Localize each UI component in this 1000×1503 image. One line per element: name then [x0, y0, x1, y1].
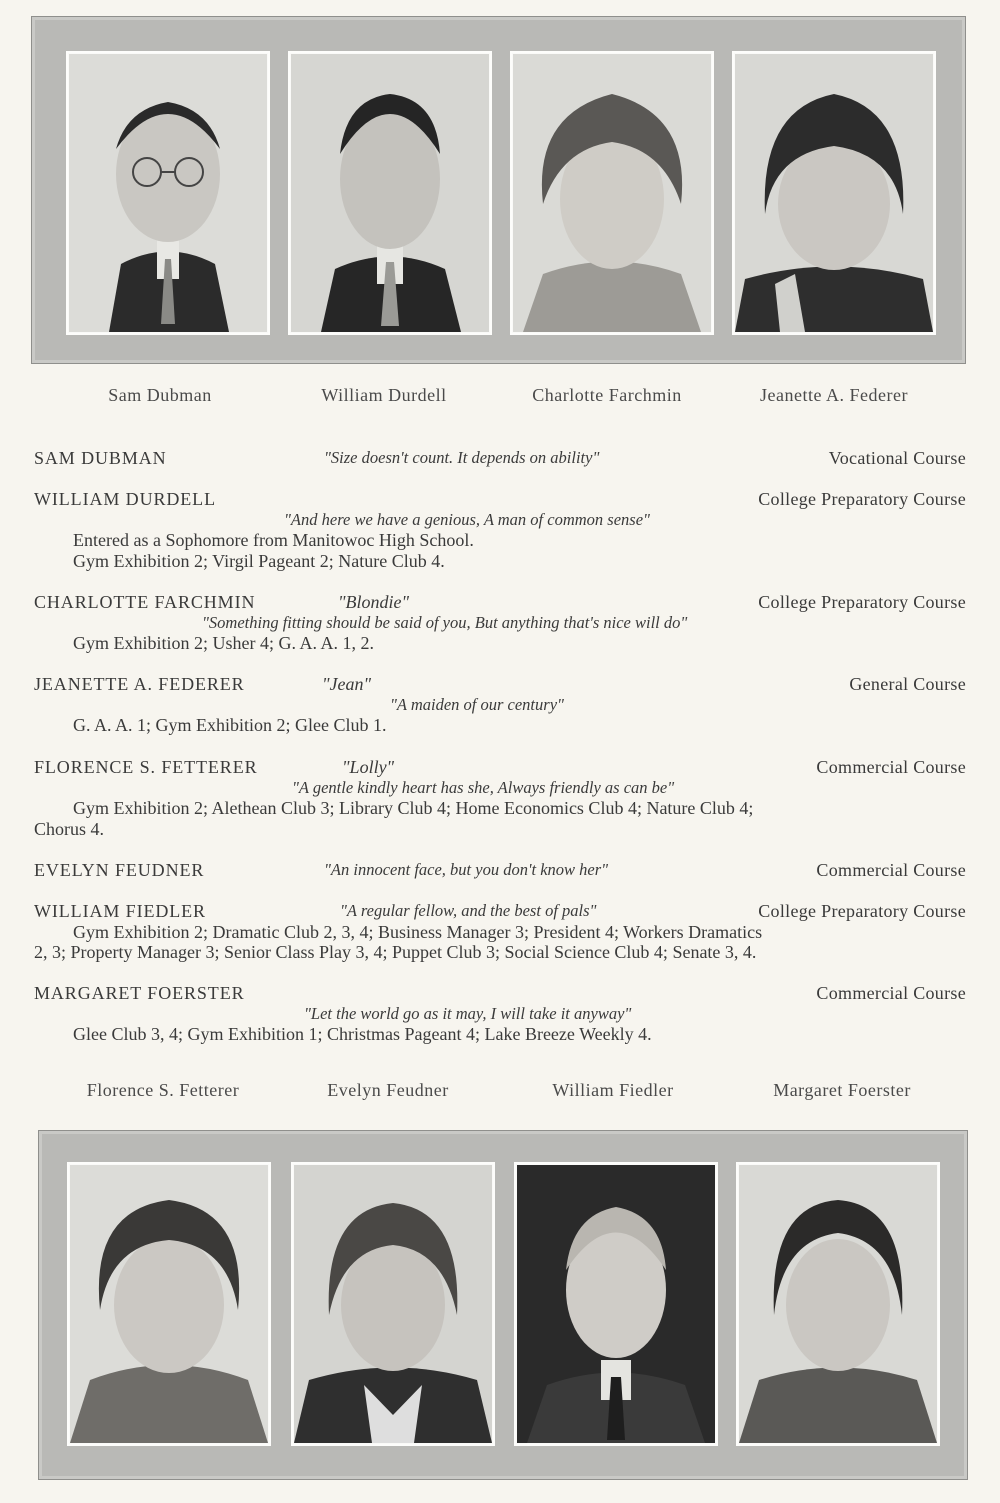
- student-name: MARGARET FOERSTER: [34, 983, 245, 1003]
- student-activities: Gym Exhibition 2; Virgil Pageant 2; Nature Club 4.: [73, 550, 445, 571]
- student-course: College Preparatory Course: [758, 592, 966, 612]
- student-name: WILLIAM FIEDLER: [34, 901, 206, 921]
- student-nickname: "Jean": [322, 674, 372, 694]
- caption-evelyn-feudner: Evelyn Feudner: [327, 1080, 449, 1100]
- caption-charlotte-farchmin: Charlotte Farchmin: [532, 385, 682, 405]
- entry-margaret-foerster: [34, 983, 966, 1045]
- portrait-margaret-foerster: [738, 1164, 938, 1444]
- student-name: CHARLOTTE FARCHMIN: [34, 592, 256, 612]
- student-activities: Glee Club 3, 4; Gym Exhibition 1; Christmas Pageant 4; Lake Breeze Weekly 4.: [73, 1024, 652, 1045]
- student-quote: "And here we have a genious, A man of common sense": [284, 509, 650, 529]
- entry-evelyn-feudner: [34, 860, 966, 881]
- student-course: Commercial Course: [816, 860, 966, 880]
- student-name: SAM DUBMAN: [34, 448, 167, 468]
- student-quote: "A maiden of our century": [390, 694, 564, 714]
- entry-sam-dubman: [34, 448, 966, 469]
- caption-william-fiedler: William Fiedler: [552, 1080, 674, 1100]
- student-quote: "A regular fellow, and the best of pals": [340, 901, 597, 920]
- caption-sam-dubman: Sam Dubman: [108, 385, 212, 405]
- student-activities: G. A. A. 1; Gym Exhibition 2; Glee Club 1.: [73, 715, 387, 736]
- bottom-photo-panel: [38, 1130, 968, 1480]
- entry-william-fiedler: [34, 901, 966, 963]
- entry-jeanette-federer: [34, 674, 966, 736]
- caption-william-durdell: William Durdell: [321, 385, 447, 405]
- student-nickname: "Lolly": [342, 757, 395, 777]
- student-activities: Gym Exhibition 2; Alethean Club 3; Library Club 4; Home Economics Club 4; Nature Club 4;: [73, 798, 754, 819]
- portrait-william-durdell: [290, 53, 490, 333]
- student-course: Commercial Course: [816, 983, 966, 1003]
- entry-william-durdell: [34, 489, 966, 571]
- student-name: WILLIAM DURDELL: [34, 489, 216, 509]
- student-course: College Preparatory Course: [758, 901, 966, 921]
- caption-florence-fetterer: Florence S. Fetterer: [86, 1080, 240, 1100]
- student-course: Commercial Course: [816, 757, 966, 777]
- top-photo-panel: [31, 16, 966, 364]
- student-note: Entered as a Sophomore from Manitowoc High School.: [73, 530, 474, 551]
- student-quote: "An innocent face, but you don't know her": [324, 860, 609, 879]
- portrait-sam-dubman: [68, 53, 268, 333]
- portrait-jeanette-federer: [734, 53, 934, 333]
- student-activities-cont: Chorus 4.: [34, 818, 105, 839]
- student-activities: Gym Exhibition 2; Usher 4; G. A. A. 1, 2.: [73, 633, 374, 654]
- student-quote: "Size doesn't count. It depends on ability": [324, 448, 600, 467]
- portrait-charlotte-farchmin: [512, 53, 712, 333]
- student-nickname: "Blondie": [338, 592, 410, 612]
- student-name: EVELYN FEUDNER: [34, 860, 205, 880]
- student-course: General Course: [849, 674, 966, 694]
- student-quote: "Let the world go as it may, I will take it anyway": [304, 1003, 632, 1023]
- caption-margaret-foerster: Margaret Foerster: [773, 1080, 911, 1100]
- student-course: College Preparatory Course: [758, 489, 966, 509]
- student-quote: "Something fitting should be said of you, But anything that's nice will do": [202, 612, 688, 632]
- student-activities: Gym Exhibition 2; Dramatic Club 2, 3, 4; Business Manager 3; President 4; Workers Dramatics: [73, 921, 763, 942]
- student-course: Vocational Course: [828, 448, 966, 468]
- student-activities-cont: 2, 3; Property Manager 3; Senior Class Play 3, 4; Puppet Club 3; Social Science Club 4; Senate 3, 4.: [34, 942, 757, 963]
- caption-jeanette-federer: Jeanette A. Federer: [760, 385, 908, 405]
- entry-florence-fetterer: [34, 757, 966, 839]
- portrait-william-fiedler: [516, 1164, 716, 1444]
- portrait-florence-fetterer: [69, 1164, 269, 1444]
- entry-charlotte-farchmin: [34, 592, 966, 654]
- portrait-evelyn-feudner: [293, 1164, 493, 1444]
- student-name: FLORENCE S. FETTERER: [34, 757, 258, 777]
- student-quote: "A gentle kindly heart has she, Always friendly as can be": [292, 777, 675, 797]
- student-name: JEANETTE A. FEDERER: [34, 674, 245, 694]
